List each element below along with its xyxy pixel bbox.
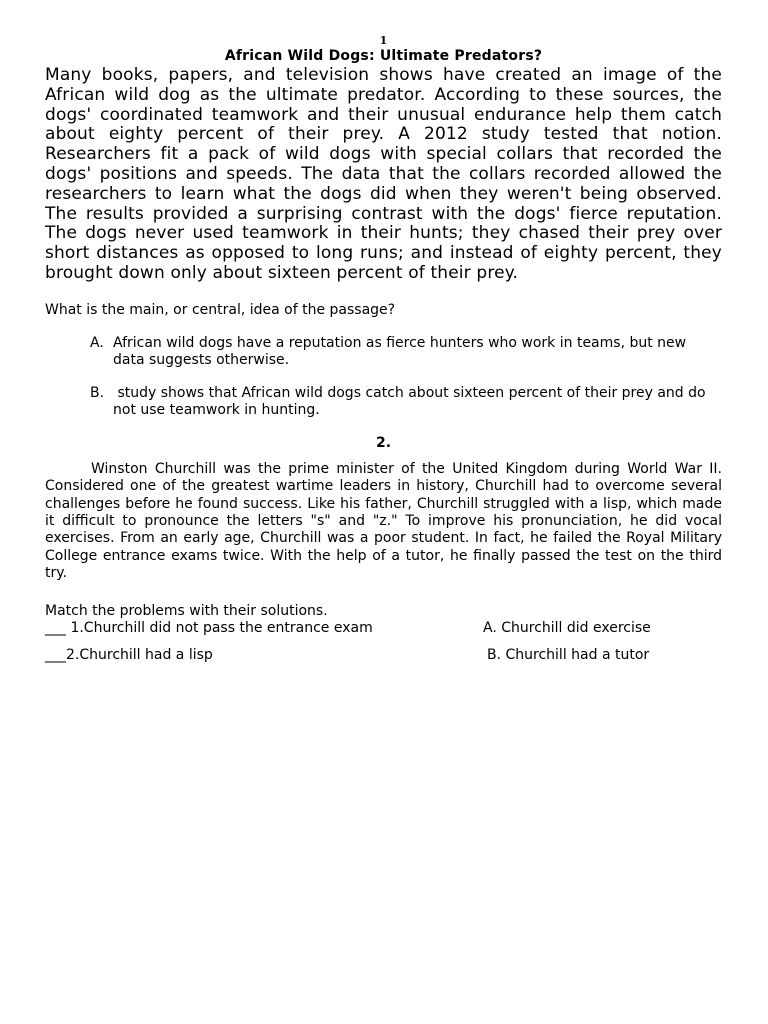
- match-row-2: [45, 647, 722, 664]
- passage-title: African Wild Dogs: Ultimate Predators?: [224, 48, 543, 64]
- match-problem-1[interactable]: ___ 1.Churchill did not pass the entrance exam: [45, 619, 373, 636]
- option-a-text: African wild dogs have a reputation as fierce hunters who work in teams, but new data suggests otherwise.: [113, 334, 687, 368]
- match-problem-2[interactable]: ___2.Churchill had a lisp: [45, 646, 213, 663]
- option-b-text: study shows that African wild dogs catch about sixteen percent of their prey and do not use teamwork in hunting.: [113, 384, 711, 418]
- passage-1-text: Many books, papers, and television shows have created an image of the African wild dog as the ultimate predator. According to these sources, the dogs' coordinated teamwork and their unusual endurance help them catch about eighty percent of their prey. A 2012 study tested that notion. Researchers fit a pack of wild dogs with special collars that recorded the dogs' positions and speeds. The data that the collars recorded allowed the researchers to learn what the dogs did when they weren't being observed. The results provided a surprising contrast with the dogs' fierce reputation. The dogs never used teamwork in their hunts; they chased their prey over short distances as opposed to long runs; and instead of eighty percent, they brought down only about sixteen percent of their prey.: [45, 65, 722, 283]
- answer-options: [45, 335, 722, 419]
- match-instructions: Match the problems with their solutions.: [45, 602, 328, 619]
- match-solution-a: A. Churchill did exercise: [483, 619, 651, 636]
- option-b-letter: B.: [90, 384, 105, 401]
- match-solution-b: B. Churchill had a tutor: [487, 646, 650, 663]
- match-row-1: [45, 620, 722, 637]
- document-page: [45, 34, 722, 664]
- option-a-letter: A.: [90, 334, 104, 351]
- section-2-number: 2.: [375, 434, 392, 451]
- question-1-text: What is the main, or central, idea of the passage?: [45, 301, 396, 318]
- option-a[interactable]: [90, 335, 722, 369]
- page-number: 1: [379, 34, 388, 47]
- passage-2-text: Winston Churchill was the prime minister of the United Kingdom during World War II. Considered one of the greatest wartime leaders in history, Churchill had to overcome several challenges before he found success. Like his father, Churchill struggled with a lisp, which made it difficult to pronounce the letters "s" and "z." To improve his pronunciation, he did vocal exercises. From an early age, Churchill was a poor student. In fact, he failed the Royal Military College entrance exams twice. With the help of a tutor, he finally passed the test on the third try.: [45, 460, 722, 582]
- option-b[interactable]: [90, 385, 722, 419]
